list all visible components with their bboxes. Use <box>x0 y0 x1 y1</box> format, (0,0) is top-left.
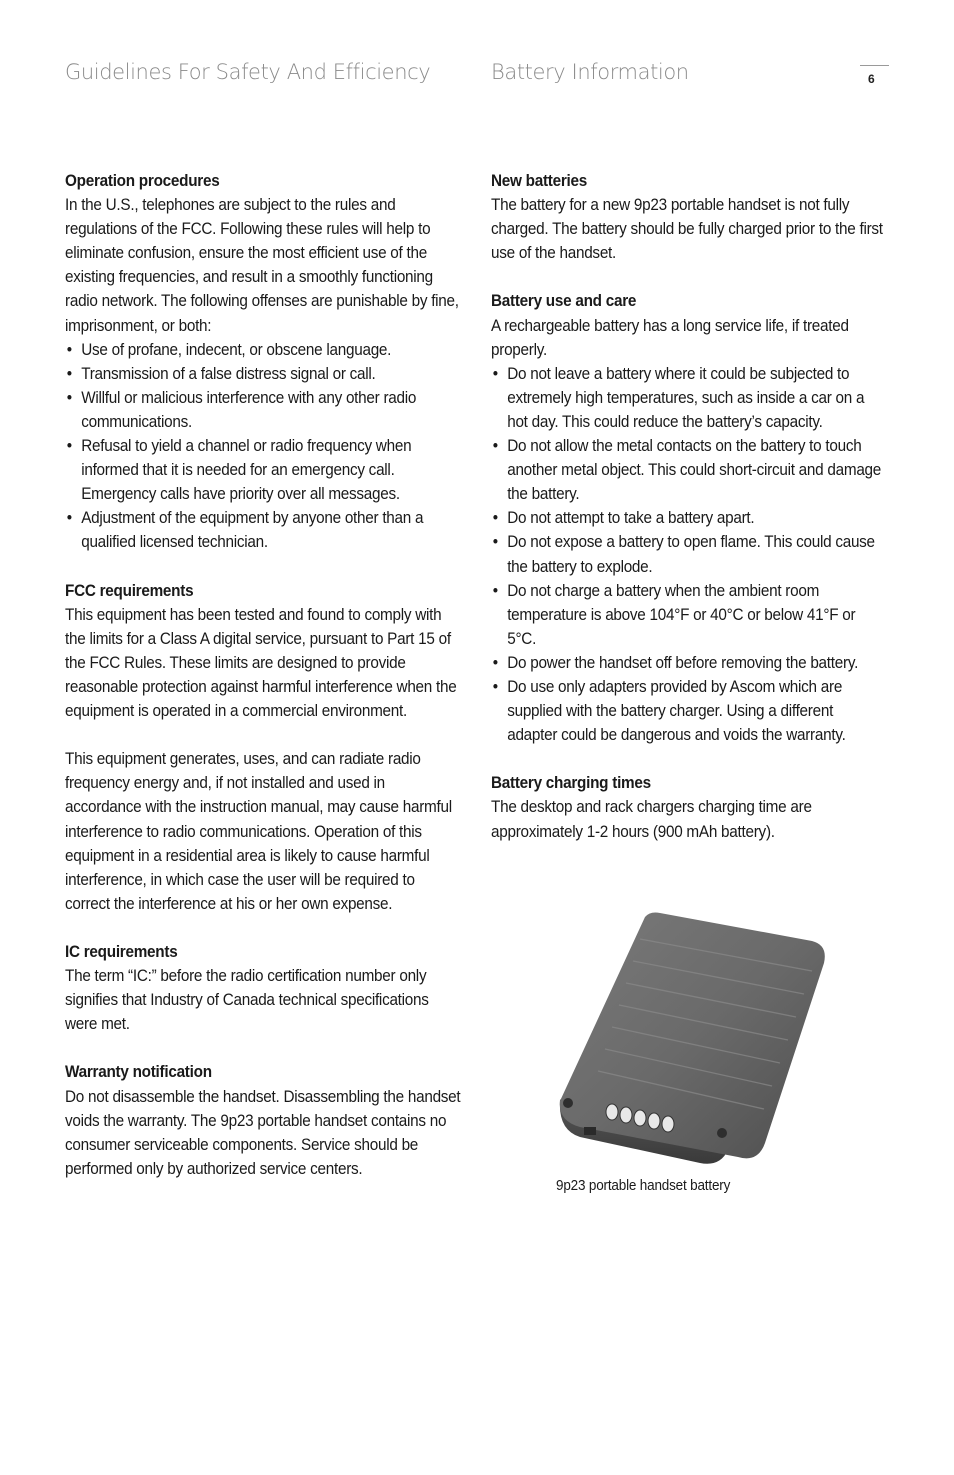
list-item: • Do not allow the metal contacts on the battery to touch another metal object. This could short-circuit and damage the battery. <box>492 436 882 504</box>
list-item: • Transmission of a false distress signal or call. <box>65 362 461 386</box>
page-number-rule <box>860 65 889 66</box>
bullet-icon: • <box>66 387 72 407</box>
bullet-icon: • <box>492 436 498 456</box>
section-body: The term “IC:” before the radio certification number only signifies that Industry of Canada technical specifications were met. <box>65 966 429 1034</box>
bullet-icon: • <box>66 508 72 528</box>
list-item: • Willful or malicious interference with any other radio communications. <box>66 387 417 431</box>
section-heading: FCC requirements <box>65 580 194 600</box>
list-item: • Do not leave a battery where it could be subjected to extremely high temperatures, such as inside a car on a hot day. This could reduce the battery’s capacity. <box>492 363 865 431</box>
section-heading: Warranty notification <box>65 1062 212 1082</box>
section-body: This equipment generates, uses, and can radiate radio frequency energy and, if not installed and used in accordance with the instruction manual, may cause harmful interference to radio communications. Operation of this equipment in a residential area is likely to cause harmful interference, in which case the user will be required to correct the interference at his or her own expense. <box>65 749 452 913</box>
list-item: • Do not charge a battery when the ambient room temperature is above 104°F or 40°C or below 41°F or 5°C. <box>492 580 856 648</box>
bullet-icon: • <box>492 363 498 383</box>
list-item: • Use of profane, indecent, or obscene language. <box>65 338 461 362</box>
section-fcc-requirements-cont <box>65 747 461 916</box>
section-warranty-notification <box>65 1060 461 1180</box>
section-body: The desktop and rack chargers charging time are approximately 1-2 hours (900 mAh battery). <box>491 797 812 841</box>
bullet-icon: • <box>66 363 72 383</box>
left-column <box>65 169 461 1205</box>
bullet-icon: • <box>66 436 72 456</box>
section-body: Do not disassemble the handset. Disassembling the handset voids the warranty. The 9p23 portable handset contains no consumer serviceable components. Service should be performed only by authorized service centers. <box>65 1086 461 1178</box>
section-fcc-requirements <box>65 579 461 724</box>
section-battery-use-and-care <box>491 289 887 747</box>
right-column <box>491 169 887 868</box>
bullet-icon: • <box>66 339 72 359</box>
list-item: • Do not attempt to take a battery apart. <box>491 506 887 530</box>
bullet-icon: • <box>492 676 498 696</box>
section-body: In the U.S., telephones are subject to the rules and regulations of the FCC. Following these rules will help to eliminate confusion, ensure the most efficient use of the existing frequencies, and result in a smoothly functioning radio network. The following offenses are punishable by fine, imprisonment, or both: <box>65 195 459 335</box>
page-number: 6 <box>868 72 875 86</box>
bullet-icon: • <box>492 580 498 600</box>
section-heading: New batteries <box>491 171 587 190</box>
list-item: • Do power the handset off before removing the battery. <box>491 651 887 675</box>
section-heading: Battery use and care <box>491 291 637 311</box>
section-heading: Battery charging times <box>491 773 651 793</box>
section-new-batteries <box>491 169 887 265</box>
section-heading: Operation procedures <box>65 171 220 190</box>
bullet-icon: • <box>492 532 498 552</box>
list-item: • Adjustment of the equipment by anyone other than a qualified licensed technician. <box>66 508 424 552</box>
header-title-right: Battery Information <box>491 60 689 84</box>
list-item: • Do use only adapters provided by Ascom which are supplied with the battery charger. Using a different adapter could be dangerous and voids the warranty. <box>492 676 846 745</box>
section-battery-charging-times <box>491 771 887 843</box>
header-title-left: Guidelines For Safety And Efficiency <box>65 60 431 84</box>
offenses-list <box>65 338 461 555</box>
bullet-icon: • <box>492 508 498 528</box>
list-item: • Do not expose a battery to open flame. This could cause the battery to explode. <box>492 532 875 576</box>
battery-photo <box>550 905 835 1175</box>
section-body: The battery for a new 9p23 portable handset is not fully charged. The battery should be fully charged prior to the first use of the handset. <box>491 195 883 263</box>
list-item: • Refusal to yield a channel or radio frequency when informed that it is needed for an emergency call. Emergency calls have priority over all messages. <box>66 436 412 504</box>
section-ic-requirements <box>65 940 461 1036</box>
section-body: This equipment has been tested and found to comply with the limits for a Class A digital service, pursuant to Part 15 of the FCC Rules. These limits are designed to provide reasonable protection against harmful interference when the equipment is operated in a commercial environment. <box>65 604 457 721</box>
bullet-icon: • <box>492 652 498 672</box>
section-operation-procedures <box>65 169 461 555</box>
figure-caption: 9p23 portable handset battery <box>556 1177 731 1194</box>
battery-care-list <box>491 362 887 748</box>
section-heading: IC requirements <box>65 942 178 961</box>
section-body: A rechargeable battery has a long service life, if treated properly. <box>491 315 849 359</box>
